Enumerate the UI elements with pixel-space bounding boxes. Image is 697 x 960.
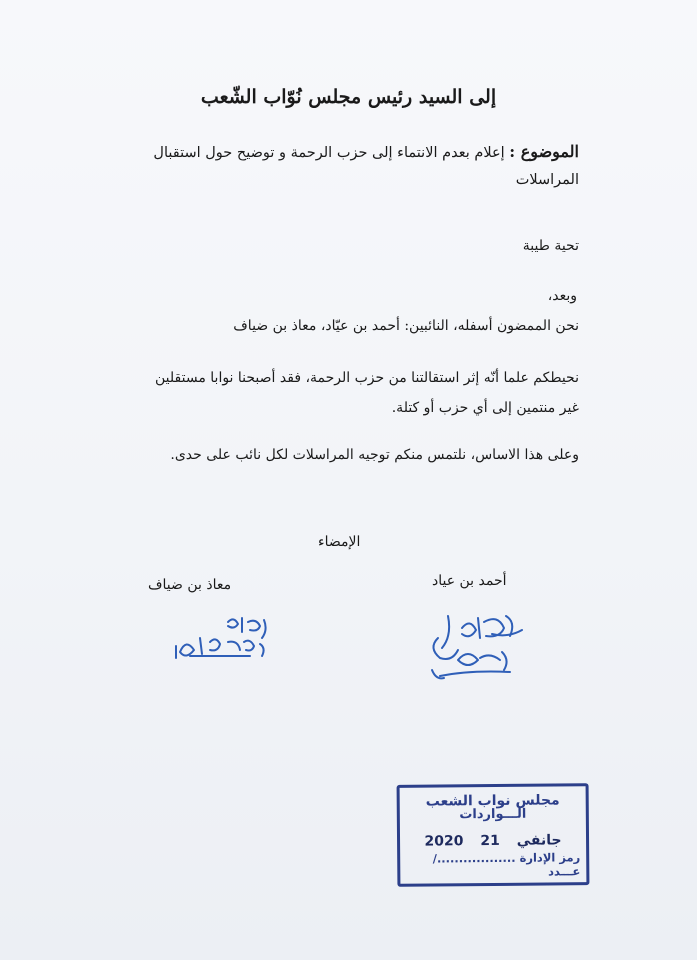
- stamp-day: 21: [480, 832, 500, 850]
- signature-heading: الإمضاء: [318, 534, 361, 550]
- stamp-year: 2020: [424, 833, 464, 850]
- subject-block: [109, 138, 579, 194]
- reception-stamp: [397, 783, 590, 887]
- greeting: تحية طيبة: [522, 238, 579, 254]
- letter-title: إلى السيد رئيس مجلس نُوّاب الشّعب: [200, 86, 497, 108]
- stamp-reference: رمز الإدارة ................../ عـــدد: [432, 850, 581, 879]
- paragraph-notice-line2: غير منتمين إلى أي حزب أو كتلة.: [391, 400, 579, 416]
- signature-left-image: [170, 612, 280, 672]
- signer-name-left: معاذ بن ضياف: [148, 577, 232, 593]
- signer-name-right: أحمد بن عياد: [432, 573, 507, 589]
- stamp-month: جانفي: [516, 832, 562, 849]
- opening: وبعد،: [547, 288, 577, 304]
- stamp-date: [400, 832, 586, 850]
- stamp-section: الـــواردات: [459, 806, 527, 823]
- subject-label: الموضوع :: [509, 142, 579, 161]
- stamp-institution: مجلس نواب الشعب: [425, 792, 560, 810]
- subject-text: إعلام بعدم الانتماء إلى حزب الرحمة و توضيح حول استقبال المراسلات: [153, 145, 579, 188]
- paragraph-signers: نحن الممضون أسفله، النائبين: أحمد بن عيّاد، معاذ بن ضياف: [233, 318, 579, 334]
- paragraph-notice-line1: نحيطكم علما أنّه إثر استقالتنا من حزب الرحمة، فقد أصبحنا نوابا مستقلين: [155, 370, 579, 386]
- signature-right-image: [418, 608, 533, 688]
- paragraph-request: وعلى هذا الاساس، نلتمس منكم توجيه المراسلات لكل نائب على حدى.: [170, 447, 579, 463]
